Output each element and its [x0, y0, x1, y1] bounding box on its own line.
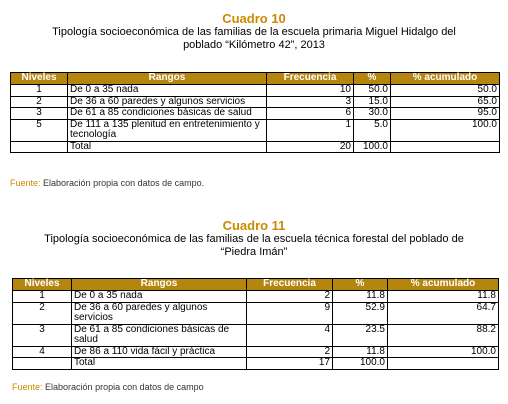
cuadro-10-title: Cuadro 10 [222, 11, 286, 26]
cuadro-10-subtitle-line1: Tipología socioeconómica de las familias de la escuela primaria Miguel Hidalgo del [52, 26, 456, 38]
header-frecuencia: Frecuencia [267, 73, 354, 85]
cell-total-pct: 100.0 [354, 141, 391, 153]
cell-nivel: 2 [11, 96, 68, 108]
cell-acumulado: 95.0 [391, 108, 500, 120]
source-label: Fuente: [12, 382, 43, 392]
table-row [11, 96, 500, 108]
cell-pct: 11.8 [333, 346, 388, 358]
cell-rango: De 61 a 85 condiciones básicas de salud [68, 108, 267, 120]
cell-acumulado: 64.7 [388, 302, 499, 324]
table-header-row [13, 279, 499, 291]
cell-frecuencia: 2 [247, 346, 333, 358]
cell-rango: De 36 a 60 paredes y algunos servicios [68, 96, 267, 108]
cell-frecuencia: 9 [247, 302, 333, 324]
source-text: Elaboración propia con datos de campo. [40, 178, 205, 188]
cell-acumulado: 50.0 [391, 85, 500, 97]
cuadro-11-subtitle-line2: “Piedra Imán” [220, 245, 288, 258]
cell-frecuencia: 6 [267, 108, 354, 120]
cell-frecuencia: 10 [267, 85, 354, 97]
cell-nivel: 3 [11, 108, 68, 120]
cuadro-11-title: Cuadro 11 [222, 218, 286, 233]
cuadro-10-caption [0, 12, 508, 51]
cell-empty [11, 141, 68, 153]
cell-frecuencia: 3 [267, 96, 354, 108]
table-row [13, 302, 499, 324]
cell-pct: 52.9 [333, 302, 388, 324]
cell-total-label: Total [72, 358, 247, 370]
cuadro-11-table [12, 278, 499, 370]
cell-nivel: 1 [11, 85, 68, 97]
cell-frecuencia: 2 [247, 291, 333, 303]
table-total-row [11, 141, 500, 153]
cell-rango: De 86 a 110 vida fácil y práctica [72, 346, 247, 358]
cell-rango: De 0 a 35 nada [68, 85, 267, 97]
cell-acumulado: 65.0 [391, 96, 500, 108]
cell-rango: De 111 a 135 plenitud en entretenimiento y tecnología [68, 119, 267, 141]
cell-pct: 11.8 [333, 291, 388, 303]
cell-frecuencia: 4 [247, 324, 333, 346]
cell-rango: De 36 a 60 paredes y algunos servicios [72, 302, 247, 324]
cell-pct: 15.0 [354, 96, 391, 108]
header-rangos: Rangos [72, 279, 247, 291]
table-row [11, 85, 500, 97]
cell-acumulado: 100.0 [391, 119, 500, 141]
cuadro-10-table [10, 72, 500, 153]
cuadro-10-subtitle-line2: poblado “Kilómetro 42”, 2013 [183, 38, 325, 51]
table-row [13, 346, 499, 358]
cell-nivel: 4 [13, 346, 72, 358]
table-row [13, 324, 499, 346]
table-row [11, 119, 500, 141]
source-label: Fuente: [10, 178, 41, 188]
cell-pct: 50.0 [354, 85, 391, 97]
header-pct: % [354, 73, 391, 85]
cell-rango: De 0 a 35 nada [72, 291, 247, 303]
cell-acumulado: 100.0 [388, 346, 499, 358]
cell-total-pct: 100.0 [333, 358, 388, 370]
table-total-row [13, 358, 499, 370]
header-rangos: Rangos [68, 73, 267, 85]
cell-nivel: 1 [13, 291, 72, 303]
cell-total-frecuencia: 17 [247, 358, 333, 370]
cell-pct: 5.0 [354, 119, 391, 141]
header-acumulado: % acumulado [391, 73, 500, 85]
cell-empty [13, 358, 72, 370]
cell-total-frecuencia: 20 [267, 141, 354, 153]
cuadro-11-source [12, 382, 204, 392]
table-header-row [11, 73, 500, 85]
cell-frecuencia: 1 [267, 119, 354, 141]
cell-nivel: 2 [13, 302, 72, 324]
cuadro-11-caption [0, 219, 508, 258]
cuadro-11-subtitle-line1: Tipología socioeconómica de las familias de la escuela técnica forestal del poblado de [44, 233, 464, 245]
source-text: Elaboración propia con datos de campo [42, 382, 204, 392]
cell-pct: 23.5 [333, 324, 388, 346]
cell-empty [388, 358, 499, 370]
cell-total-label: Total [68, 141, 267, 153]
table-row [13, 291, 499, 303]
cell-nivel: 3 [13, 324, 72, 346]
header-frecuencia: Frecuencia [247, 279, 333, 291]
header-niveles: Niveles [13, 279, 72, 291]
cell-acumulado: 11.8 [388, 291, 499, 303]
cell-nivel: 5 [11, 119, 68, 141]
cell-rango: De 61 a 85 condiciones básicas de salud [72, 324, 247, 346]
header-niveles: Niveles [11, 73, 68, 85]
cell-empty [391, 141, 500, 153]
cell-pct: 30.0 [354, 108, 391, 120]
table-row [11, 108, 500, 120]
cuadro-10-source [10, 178, 204, 188]
header-pct: % [333, 279, 388, 291]
header-acumulado: % acumulado [388, 279, 499, 291]
cell-acumulado: 88.2 [388, 324, 499, 346]
